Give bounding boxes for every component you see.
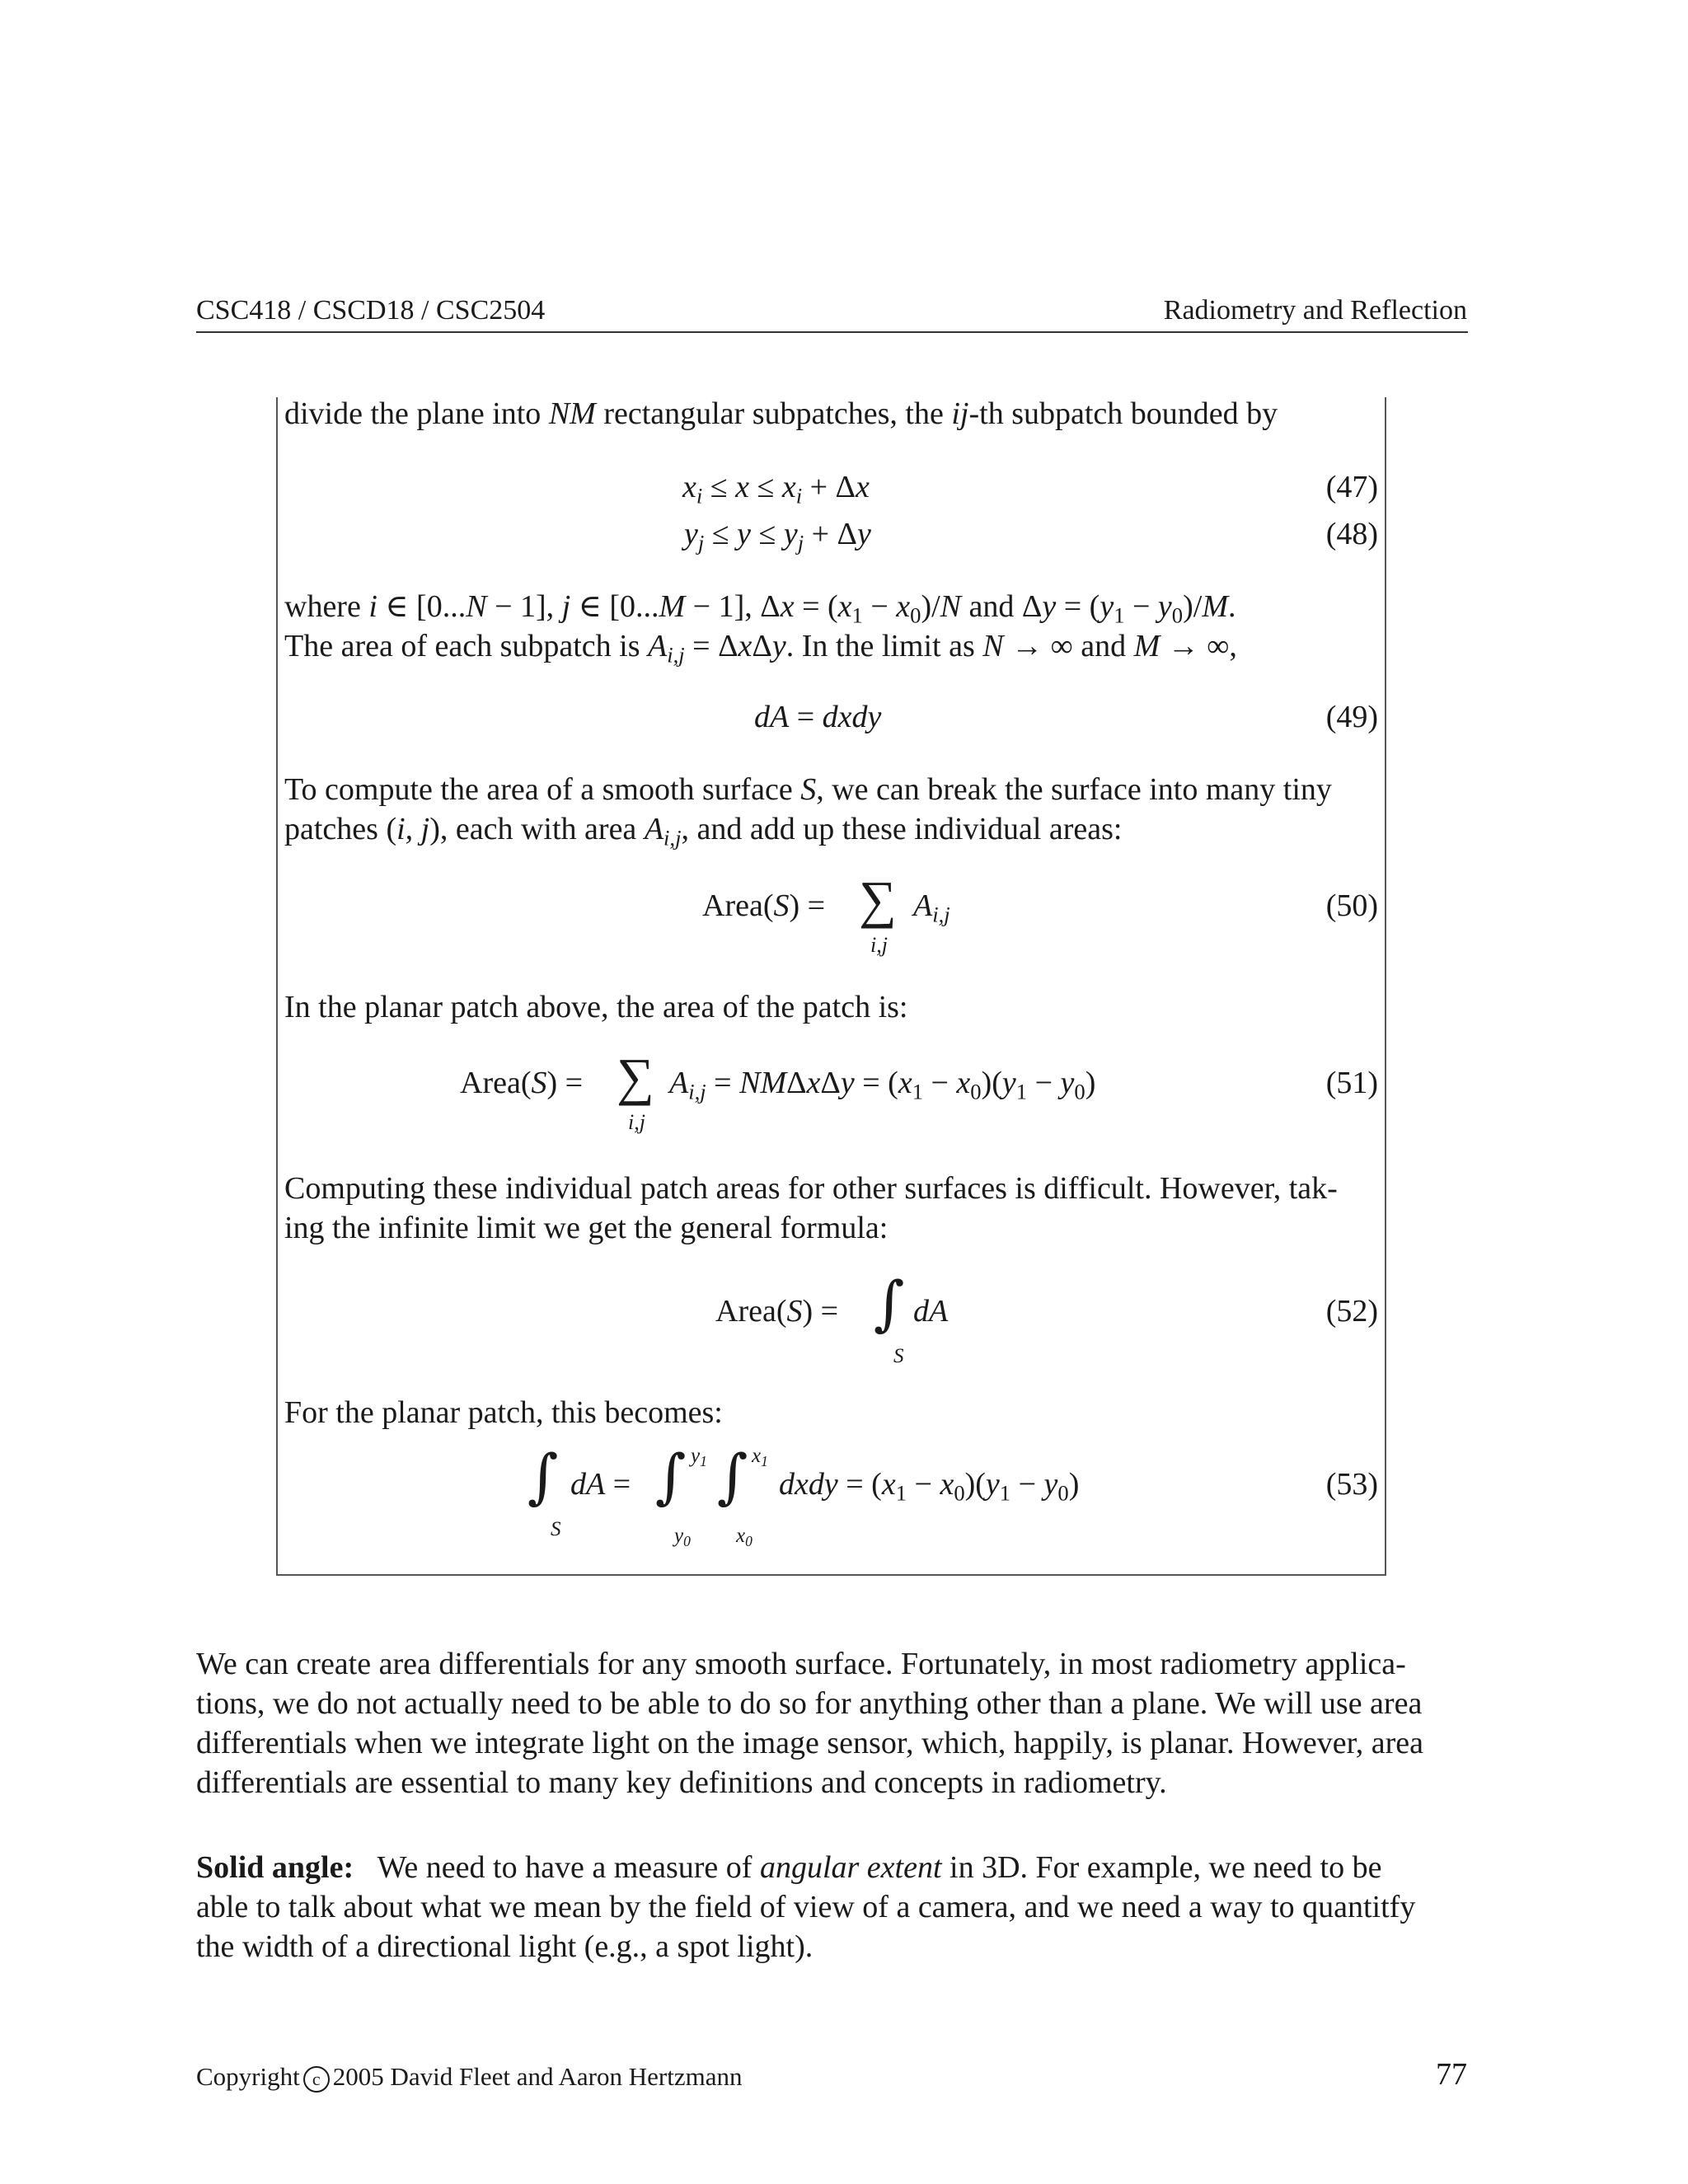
page-number: 77 — [1436, 2057, 1467, 2092]
solid-angle-heading: Solid angle: — [196, 1850, 354, 1885]
equation-50-term: $A_{i,j}$ — [913, 888, 950, 927]
equation-number-53: (53) — [1325, 1467, 1378, 1502]
equation-51: Area(S) = — [460, 1066, 584, 1100]
box-paragraph-5: Computing these individual patch areas for other surfaces is difficult. However, tak- ing the infinite limit we get the general formula: — [284, 1171, 1338, 1245]
integral-limit-53-s: S — [551, 1518, 561, 1540]
equation-53-rhs: dxdy = $(x_1 - x_0)(y_1 - y_0)$ — [779, 1467, 1080, 1506]
integral-limit-52: S — [893, 1345, 904, 1367]
box-paragraph-3: To compute the area of a smooth surface S, we can break the surface into many tiny patches (i, j), each with area $A_{i,j}$, and add up these individual areas: — [284, 772, 1332, 851]
box-paragraph-4: In the planar patch above, the area of the patch is: — [284, 990, 908, 1024]
equation-50: Area(S) = — [702, 888, 826, 923]
box-paragraph-2: where i ∈ [0...N − 1], j ∈ [0...M − 1], $\Delta x = (x_1 - x_0)/N$ and $\Delta y = (y_1 - y_0)/M$. The area of each subpatch is $A_{i,j} = \Delta x\Delta y$. In the limit as N → ∞ and M → ∞, — [284, 589, 1237, 668]
integral-icon: ∫ — [717, 1441, 748, 1511]
integral-icon: ∫ — [655, 1441, 687, 1511]
integral-lower-x: $x_0$ — [736, 1525, 753, 1549]
equation-number-47: (47) — [1325, 470, 1378, 504]
integral-upper-y: $y_1$ — [691, 1445, 707, 1469]
running-header-right: Radiometry and Reflection — [1163, 295, 1467, 326]
integral-upper-x: $x_1$ — [752, 1445, 768, 1469]
body-paragraph-area-differentials: We can create area differentials for any smooth surface. Fortunately, in most radiometry applica- tions, we do not actually need to be able to do so for anything other than a plane. We will use area differentials when we integrate light on the image sensor, which, happily, is planar. However, area differentials are essential to many key definitions and concepts in radiometry. — [196, 1647, 1424, 1800]
equation-number-48: (48) — [1325, 517, 1378, 551]
copyright-icon: c — [303, 2066, 330, 2093]
integral-lower-y: $y_0$ — [674, 1525, 691, 1549]
header-rule — [196, 331, 1468, 333]
summation-icon: ∑ — [617, 1047, 654, 1106]
equation-53-lhs: dA = — [570, 1467, 631, 1502]
integral-icon: ∫ — [528, 1441, 559, 1511]
equation-52: Area(S) = — [715, 1294, 839, 1329]
body-paragraph-solid-angle: Solid angle: We need to have a measure of angular extent in 3D. For example, we need to be able to talk about what we mean by the field of view of a camera, and we need a way to quantitfy the width of a directional light (e.g., a spot light). — [196, 1850, 1416, 1964]
box-paragraph-6: For the planar patch, this becomes: — [284, 1395, 723, 1430]
running-header-left: CSC418 / CSCD18 / CSC2504 — [196, 295, 546, 326]
equation-number-52: (52) — [1325, 1294, 1378, 1329]
equation-48: $y_j \le y \le y_j + \Delta y$ — [684, 517, 871, 555]
summation-icon: ∑ — [859, 870, 897, 929]
equation-number-50: (50) — [1325, 888, 1378, 923]
emphasis-angular-extent: angular extent — [759, 1850, 942, 1885]
equation-number-49: (49) — [1325, 700, 1378, 734]
sum-index-51: i,j — [628, 1110, 645, 1134]
equation-number-51: (51) — [1325, 1066, 1378, 1100]
sum-index-50: i,j — [870, 933, 888, 957]
equation-49: dA = dxdy — [754, 700, 882, 734]
equation-47: $x_i \le x \le x_i + \Delta x$ — [682, 470, 870, 509]
integral-icon: ∫ — [874, 1268, 905, 1338]
box-paragraph-1: divide the plane into NM rectangular subpatches, the ij-th subpatch bounded by — [284, 396, 1278, 431]
equation-51-term: $A_{i,j} = NM\Delta x\Delta y = (x_1 - x_0)(y_1 - y_0)$ — [669, 1066, 1096, 1104]
copyright-notice: Copyright c 2005 David Fleet and Aaron Hertzmann — [196, 2062, 743, 2091]
equation-52-term: dA — [913, 1294, 949, 1329]
